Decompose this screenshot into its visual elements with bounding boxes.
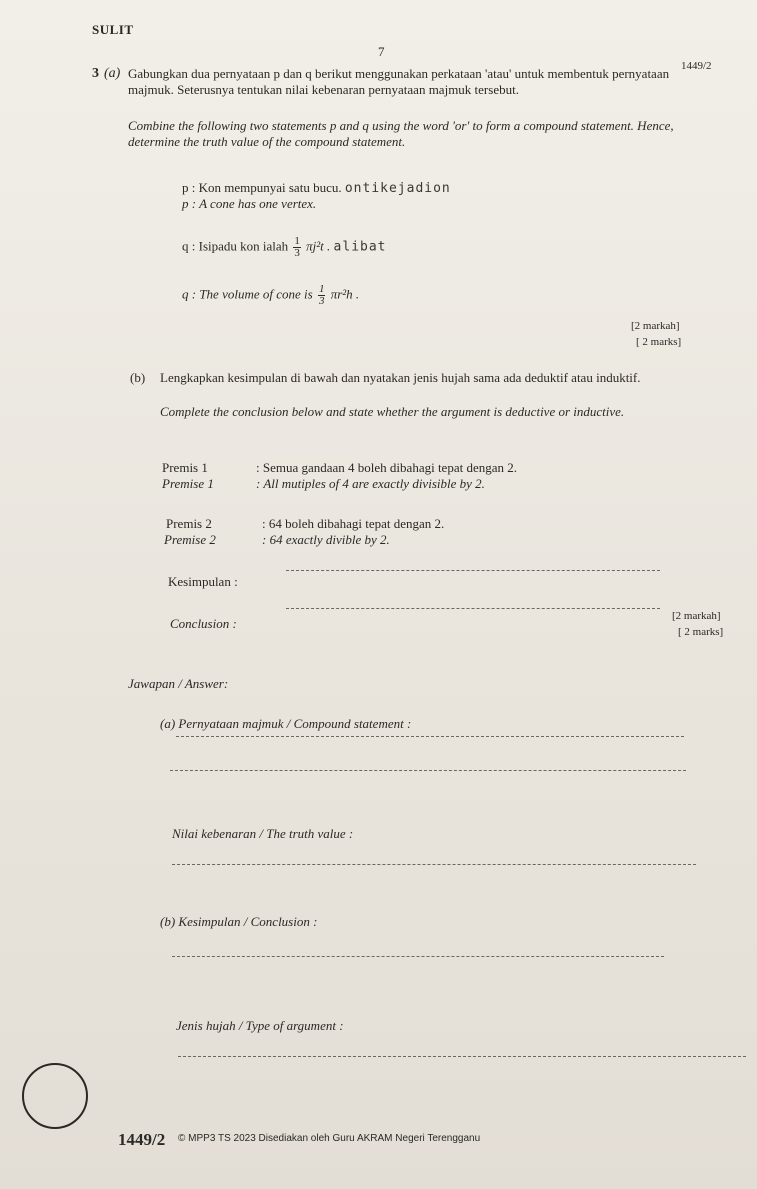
punch-hole: [22, 1063, 88, 1129]
part-a-english-instruction: Combine the following two statements p and q using the word 'or' to form a compound statement. Hence, determine the truth value of the compound statement.: [128, 118, 674, 149]
fraction-numerator: 1: [318, 283, 325, 295]
paper-code: 1449/2: [681, 60, 712, 72]
premise-1-label: Premise 1: [162, 476, 214, 491]
part-a-malay-instruction: Gabungkan dua pernyataan p dan q berikut menggunakan perkataan 'atau' untuk membentuk pernyataan majmuk. Seterusnya tentukan nilai kebenaran pernyataan majmuk tersebut.: [128, 66, 670, 97]
statement-q-english-formula: πr²h .: [330, 286, 360, 302]
answer-b-conclusion-label: (b) Kesimpulan / Conclusion :: [160, 914, 318, 929]
marks-malay-b: [2 markah]: [672, 610, 721, 622]
statement-q-english-line: [182, 284, 359, 307]
premis-1-label: Premis 1: [162, 460, 208, 475]
kesimpulan-label: Kesimpulan :: [168, 574, 238, 589]
fraction-numerator: 1: [294, 235, 300, 247]
marks-english-a: [ 2 marks]: [636, 336, 682, 348]
marks-malay-a: [2 markah]: [631, 320, 680, 332]
part-a-label: (a): [104, 66, 121, 81]
question-number: 3: [92, 66, 99, 81]
conclusion-answer-line-2[interactable]: [286, 608, 660, 609]
statement-p-malay-line: [182, 180, 451, 196]
fraction-denominator: 3: [318, 295, 325, 307]
answer-heading: Jawapan / Answer:: [128, 676, 229, 691]
statement-q-english-prefix: q : The volume of cone is: [182, 286, 313, 302]
premis-2-text: : 64 boleh dibahagi tepat dengan 2.: [262, 516, 445, 531]
answer-b-type-label: Jenis hujah / Type of argument :: [176, 1018, 344, 1033]
part-b-malay-instruction: Lengkapkan kesimpulan di bawah dan nyatakan jenis hujah sama ada deduktif atau induktif.: [160, 370, 641, 385]
sulit-label: SULIT: [92, 22, 134, 37]
answer-a-line-2[interactable]: [170, 770, 686, 771]
handwritten-note-p: ontikejadion: [344, 181, 451, 196]
answer-b-conclusion-line[interactable]: [172, 956, 664, 957]
marks-english-b: [ 2 marks]: [678, 626, 724, 638]
fraction-one-third: [318, 284, 326, 307]
conclusion-answer-line-1[interactable]: [286, 570, 660, 571]
statement-p-malay: p : Kon mempunyai satu bucu.: [182, 180, 342, 195]
statement-q-malay-line: [182, 236, 387, 259]
page-number: 7: [378, 44, 385, 59]
statement-p-english: p : A cone has one vertex.: [182, 196, 317, 211]
fraction-denominator: 3: [294, 247, 300, 259]
part-b-label: (b): [130, 370, 146, 385]
fraction-one-third: [293, 236, 301, 259]
answer-a-line-1[interactable]: [176, 736, 684, 737]
premise-2-label: Premise 2: [164, 532, 216, 547]
part-b-english-instruction: Complete the conclusion below and state whether the argument is deductive or inductive.: [160, 404, 625, 419]
conclusion-label: Conclusion :: [170, 616, 237, 631]
answer-a-compound-label: (a) Pernyataan majmuk / Compound statement :: [160, 716, 412, 731]
answer-b-type-line[interactable]: [178, 1056, 746, 1057]
statement-q-malay-formula: πj²t .: [306, 238, 331, 254]
footer-paper-code: 1449/2: [118, 1130, 166, 1149]
premise-1-text: : All mutiples of 4 are exactly divisible by 2.: [256, 476, 485, 491]
premise-2-text: : 64 exactly divible by 2.: [262, 532, 390, 547]
premis-2-label: Premis 2: [166, 516, 212, 531]
handwritten-note-q: alibat: [333, 239, 387, 255]
premis-1-text: : Semua gandaan 4 boleh dibahagi tepat dengan 2.: [256, 460, 518, 475]
statement-q-malay-prefix: q : Isipadu kon ialah: [182, 238, 289, 254]
answer-a-truth-label: Nilai kebenaran / The truth value :: [172, 826, 354, 841]
answer-a-truth-line[interactable]: [172, 864, 696, 865]
footer-copyright: © MPP3 TS 2023 Disediakan oleh Guru AKRAM Negeri Terengganu: [178, 1133, 481, 1144]
